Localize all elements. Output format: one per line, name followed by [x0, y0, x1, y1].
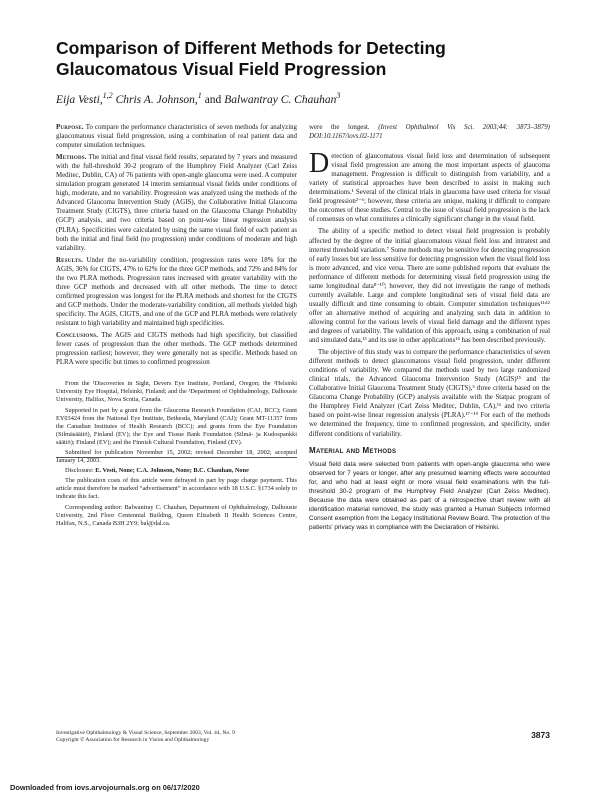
page-number: 3873: [531, 730, 550, 740]
footnote-rule: [56, 457, 297, 458]
journal-info: Investigative Ophthalmology & Visual Science, September 2003, Vol. 44, No. 9: [56, 730, 235, 736]
continuation-text: were the longest.: [309, 124, 370, 131]
disclosure-lead: Disclosure:: [65, 467, 94, 475]
footnote-costs: The publication costs of this article were defrayed in part by page charge payment. This article must therefore be marked “advertisement” in accordance with 18 U.S.C. §1734 solely to indicate this fact.: [56, 477, 297, 501]
author-separator: and: [204, 94, 222, 106]
left-column: [56, 123, 297, 723]
footnote-support: Supported in part by a grant from the Glaucoma Research Foundation (CAJ, BCC); Grant EY03424 from the National Eye Institute, Bethesda, Maryland (CAJ); Grant MT-11357 from the Canadian Institutes of Health Research (BCC); and grants from the Eye Foundation (Silmäsäätiö), Finland (EV); the Eye and Tissue Bank Foundation (Silmä- ja Kudospankki säätiö); Finland (EV); and the Finnish Cultural Foundation, Finland (EV).: [56, 406, 297, 446]
right-column: [309, 123, 550, 727]
abstract-conclusions: [56, 331, 297, 367]
abstract-results: [56, 256, 297, 328]
footnote-submitted: Submitted for publication November 15, 2002; revised December 18, 2002; accepted January 14, 2003.: [56, 448, 297, 465]
disclosure-text: E. Vesti, None; C.A. Johnson, None; B.C. Chauhan, None: [95, 467, 249, 475]
footnote-disclosure: [56, 467, 297, 475]
author-johnson: Chris A. Johnson,: [115, 94, 198, 106]
results-lead: Results.: [56, 256, 84, 264]
methods-text: The initial and final visual field results, separated by 7 years and measured with the full-threshold 30-2 program of the Humphrey Field Analyzer (Carl Zeiss Meditec, Dublin, CA) of 76 patients with open-angle glaucoma were used. A computer simulation program generated 14 interim semiannual visual fields under conditions of high, moderate, and no variability. Progression was analyzed using the methods of the Advanced Glaucoma Intervention Study (AGIS), the Collaborative Initial Glaucoma Treatment Study (CIGTS), three criteria based on the Glaucoma Change Probability (GCP) analysis, and two criteria based on point-wise linear regression analysis (PLRA). Specificities were calculated by using the same visual field of each patient as both the initial and final field (no progression) under conditions of moderate and high variability.: [56, 154, 297, 252]
author-chauhan-affil: 3: [336, 91, 341, 101]
conclusions-text: The AGIS and CIGTS methods had high specificity, but classified fewer cases of progression than the other methods. The GCP methods determined progression earliest; however, they were generally not as specific. Methods based on PLRA were specific but times to confirmed progression: [56, 332, 297, 367]
article-title: Comparison of Different Methods for Detecting Glaucomatous Visual Field Progression: [56, 38, 446, 79]
footnote-corresponding: Corresponding author: Balwantray C. Chauhan, Department of Ophthalmology, Dalhousie University, 2nd Floor Centennial Building, Queen Elizabeth II Health Sciences Centre, Halifax, N.S., Canada B3H 2Y9; bal@dal.ca.: [56, 503, 297, 527]
abstract-purpose: [56, 123, 297, 150]
abstract-citation: (Invest Ophthalmol Vis Sci. 2003;44: 3873–3879) DOI:10.1167/iovs.02-1171: [309, 124, 550, 141]
abstract-methods: [56, 153, 297, 253]
methods-paragraph-1: Visual field data were selected from patients with open-angle glaucoma who were observed for 7 years or longer, after any presumed learning effects were accounted for, and who had at least eight or more visual field examinations with the full-threshold 30-2 program of the Humphrey Field Analyzer (Carl Zeiss Meditec). Because the data were obtained as part of a retrospective chart review with all identification material removed, the study was granted a Human Subjects Informed Consent exemption from the Legacy Institutional Review Board. The protection of the patients' privacy was in compliance with the Declaration of Helsinki.: [309, 460, 550, 531]
author-johnson-affil: 1: [197, 91, 202, 101]
intro-paragraph-3: The objective of this study was to compare the performance characteristics of seven different methods to detect glaucomatous visual field progression, under different conditions of variability. We compared the methods used by two large randomized clinical trials, the Advanced Glaucoma Intervention Study (AGIS)¹⁵ and the Collaborative Initial Glaucoma Treatment Study (CIGTS),⁵ three criteria based on the Glaucoma Change Probability (GCP) analysis available with the Statpac program of the Humphrey Field Analyzer (Carl Zeiss Meditec, Dublin, CA),¹⁶ and two criteria based on point-wise linear regression analysis (PLRA).¹⁷⁻¹⁹ For each of the methods we determined the frequency, time to confirmed progression, and specificity, under different conditions of variability.: [309, 349, 550, 438]
methods-heading: Material and Methods: [309, 445, 397, 455]
abstract-continuation: [309, 123, 550, 141]
author-vesti-affil: 1,2: [102, 91, 113, 101]
purpose-text: To compare the performance characteristics of seven methods for analyzing glaucomatous visual field progression, using a combination of real patient data and computer simulation techniques.: [56, 124, 297, 150]
author-chauhan: Balwantray C. Chauhan: [224, 94, 337, 106]
methods-lead: Methods.: [56, 154, 87, 162]
intro-paragraph-2: The ability of a specific method to detect visual field progression is probably affected by the degree of the initial glaucomatous visual field loss and intratest and intertest threshold variation.⁷ Some methods may be sensitive for detecting progression of early losses but are less sensitive for detecting progression when the visual field loss is more advanced, and vice versa. There are some published reports that evaluate the performance of different methods for determining visual field progression using the same longitudinal data⁸⁻¹⁰; however, they did not investigate the range of methods currently available. Large and complete longitudinal sets of visual field data are usually difficult and time consuming to obtain. Computer simulation techniques¹¹ʴ¹² offer an alternative method of acquiring and analyzing such data in addition to allowing control for the various levels of visual field damage and the different types and degrees of variability. The validation of this approach, using a combination of real and simulated data,¹³ and its use in other applications¹⁴ has been described previously.: [309, 228, 550, 345]
purpose-lead: Purpose.: [56, 124, 84, 131]
journal-footer: [56, 730, 316, 744]
conclusions-lead: Conclusions.: [56, 332, 99, 340]
author-line: [56, 91, 556, 106]
copyright-line: Copyright © Association for Research in Vision and Ophthalmology: [56, 737, 210, 744]
results-text: Under the no-variability condition, progression rates were 18% for the AGIS, 36% for CIGTS, 47% to 62% for the three GCP methods, and 72% and 84% for the two PLRA methods. Progression rates increased with greater variability with the three GCP methods and decreased with all other methods. The time to detect confirmed progression was longest for the PLRA methods and shortest for the CIGTS and GCP methods. Under the moderate-variability condition, all methods yielded high specificity. The AGIS, CIGTS, and one of the GCP and PLRA methods were relatively resistant to high variability and maintained high specificities.: [56, 256, 297, 327]
footnote-affiliations: From the ¹Discoveries in Sight, Devers Eye Institute, Portland, Oregon; the ²Helsinki University Eye Hospital, Helsinki, Finland; and the ³Department of Ophthalmology, Dalhousie University, Halifax, Nova Scotia, Canada.: [56, 380, 297, 404]
intro-p1-text: etection of glaucomatous visual field loss and determination of subsequent visual field progression are among the most important aspects of glaucoma management. Progression is difficult to distinguish from variability, and a variety of statistical approaches have been described to assist in making such determinations.¹ Several of the clinical trials in glaucoma have used criteria for visual field progression²⁻⁶; however, these criteria are unique, making it difficult to compare the outcomes of these studies. Central to the issue of visual field progression is the lack of consensus on what constitutes a clinically significant change in the visual field.: [309, 153, 550, 224]
intro-paragraph-1: [309, 148, 550, 224]
footnotes: [56, 380, 297, 528]
drop-cap: D: [309, 148, 330, 180]
download-stamp: Downloaded from iovs.arvojournals.org on 06/17/2020: [10, 783, 200, 792]
author-vesti: Eija Vesti,: [56, 94, 103, 106]
